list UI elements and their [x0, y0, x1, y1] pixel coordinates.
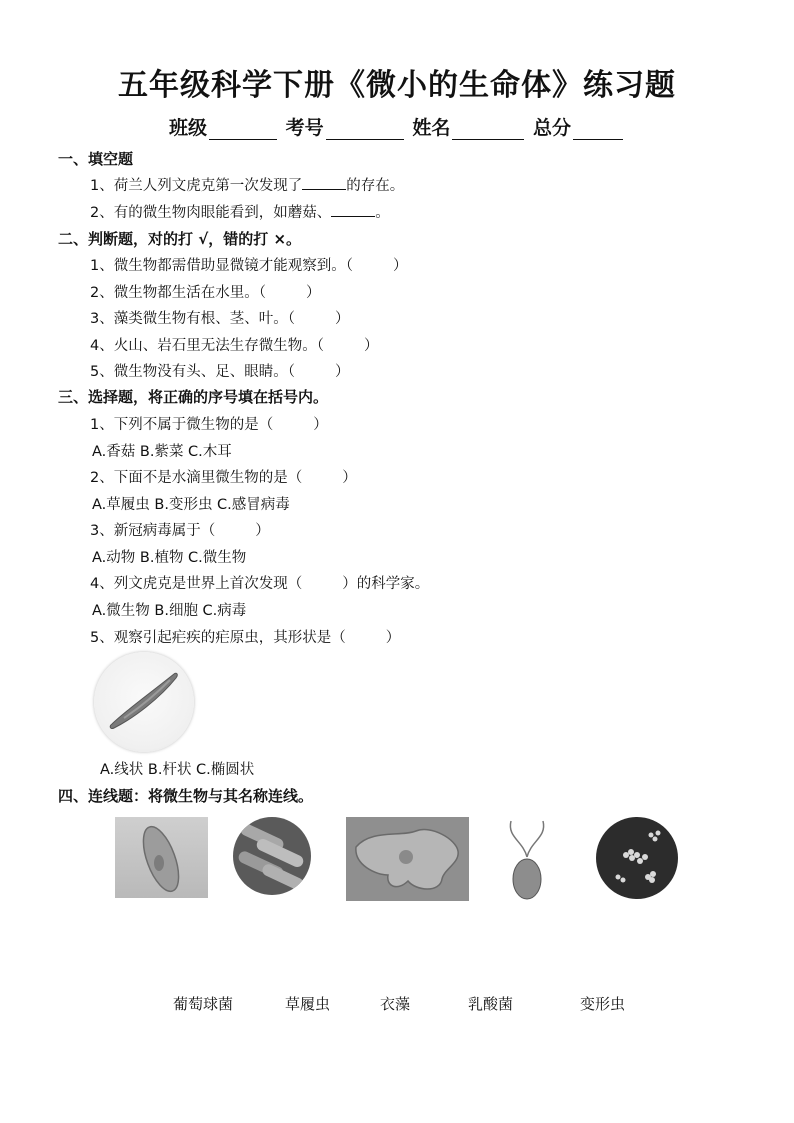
- choice-q2-text: 2、下面不是水滴里微生物的是（: [90, 470, 303, 486]
- choice-q3-close: ）: [255, 523, 270, 539]
- judge-q1-text: 1、微生物都需借助显微镜才能观察到。（: [90, 258, 353, 274]
- judge-q3-text: 3、藻类微生物有根、茎、叶。（: [90, 311, 295, 327]
- lactobacillus-drawing: [233, 817, 311, 895]
- name-blank[interactable]: [452, 121, 524, 140]
- judge-q4-text: 4、火山、岩石里无法生存微生物。（: [90, 338, 324, 354]
- match-name-lactobacillus[interactable]: 乳酸菌: [468, 995, 514, 1013]
- score-label: 总分: [532, 117, 571, 139]
- lactobacillus-image: [233, 817, 311, 895]
- fill-q1-text-b: 的存在。: [346, 178, 405, 194]
- chlamydomonas-drawing: [497, 817, 557, 902]
- fill-question-2: [90, 201, 390, 222]
- match-name-chlamydomonas[interactable]: 衣藻: [380, 995, 411, 1013]
- amoeba-image: [346, 817, 469, 901]
- choice-options-3: A.动物 B.植物 C.微生物: [92, 550, 247, 566]
- judge-q4-close: ）: [363, 338, 379, 354]
- judge-q5-close: ）: [334, 364, 350, 380]
- choice-options-5: A.线状 B.杆状 C.椭圆状: [100, 762, 255, 778]
- fill-question-1: [90, 174, 404, 195]
- fill-q1-blank[interactable]: [302, 175, 346, 190]
- fill-q2-blank[interactable]: [331, 202, 375, 217]
- match-name-amoeba[interactable]: 变形虫: [580, 995, 626, 1013]
- choice-options-2: A.草履虫 B.变形虫 C.感冒病毒: [92, 497, 290, 513]
- score-blank[interactable]: [573, 121, 623, 140]
- fill-q2-text-a: 2、有的微生物肉眼能看到，如蘑菇、: [90, 205, 332, 221]
- fill-q2-text-b: 。: [375, 205, 390, 221]
- choice-q3-text: 3、新冠病毒属于（: [90, 523, 216, 539]
- choice-q4-text-a: 4、列文虎克是世界上首次发现（: [90, 576, 303, 592]
- choice-q5-text: 5、观察引起疟疾的疟原虫，其形状是（: [90, 630, 346, 646]
- judge-question-4: [90, 334, 378, 355]
- choice-question-4: [90, 572, 429, 593]
- paramecium-image: [115, 817, 208, 898]
- staphylococcus-drawing: [596, 817, 678, 899]
- judge-q5-text: 5、微生物没有头、足、眼睛。（: [90, 364, 295, 380]
- judge-question-5: [90, 360, 349, 381]
- choice-q2-close: ）: [342, 470, 357, 486]
- choice-question-2: [90, 466, 357, 487]
- section-multiple-choice: 三、选择题，将正确的序号填在括号内。: [58, 388, 329, 406]
- section-true-false: 二、判断题，对的打 √，错的打 ×。: [58, 230, 302, 248]
- match-name-paramecium[interactable]: 草履虫: [285, 995, 331, 1013]
- choice-options-1: A.香菇 B.紫菜 C.木耳: [92, 444, 232, 460]
- choice-q4-text-b: ）的科学家。: [342, 576, 430, 592]
- fill-q1-text-a: 1、荷兰人列文虎克第一次发现了: [90, 178, 303, 194]
- class-blank[interactable]: [209, 121, 277, 140]
- choice-q5-close: ）: [385, 630, 401, 646]
- judge-q1-close: ）: [392, 258, 408, 274]
- choice-options-4: A.微生物 B.细胞 C.病毒: [92, 603, 247, 619]
- judge-q2-text: 2、微生物都生活在水里。（: [90, 285, 266, 301]
- page-title: 五年级科学下册《微小的生命体》练习题: [118, 68, 676, 103]
- chlamydomonas-image: [497, 817, 557, 902]
- student-info-line: [0, 113, 794, 140]
- choice-question-1: [90, 413, 328, 434]
- choice-q1-text: 1、下列不属于微生物的是（: [90, 417, 274, 433]
- match-name-staphylococcus[interactable]: 葡萄球菌: [173, 995, 234, 1013]
- paramecium-drawing: [115, 817, 208, 898]
- choice-question-3: [90, 519, 270, 540]
- judge-q2-close: ）: [305, 285, 321, 301]
- number-label: 考号: [285, 117, 324, 139]
- section-fill-blank: 一、填空题: [58, 150, 134, 168]
- judge-question-3: [90, 307, 349, 328]
- class-label: 班级: [169, 117, 208, 139]
- choice-question-5: [90, 626, 400, 647]
- number-blank[interactable]: [326, 121, 404, 140]
- section-matching: 四、连线题：将微生物与其名称连线。: [58, 787, 314, 805]
- staphylococcus-image: [596, 817, 678, 899]
- malaria-parasite-image: [94, 652, 194, 752]
- choice-q1-close: ）: [313, 417, 328, 433]
- judge-question-2: [90, 281, 320, 302]
- malaria-parasite-drawing: [94, 652, 194, 752]
- amoeba-drawing: [346, 817, 469, 901]
- judge-question-1: [90, 254, 407, 275]
- name-label: 姓名: [412, 117, 451, 139]
- judge-q3-close: ）: [334, 311, 350, 327]
